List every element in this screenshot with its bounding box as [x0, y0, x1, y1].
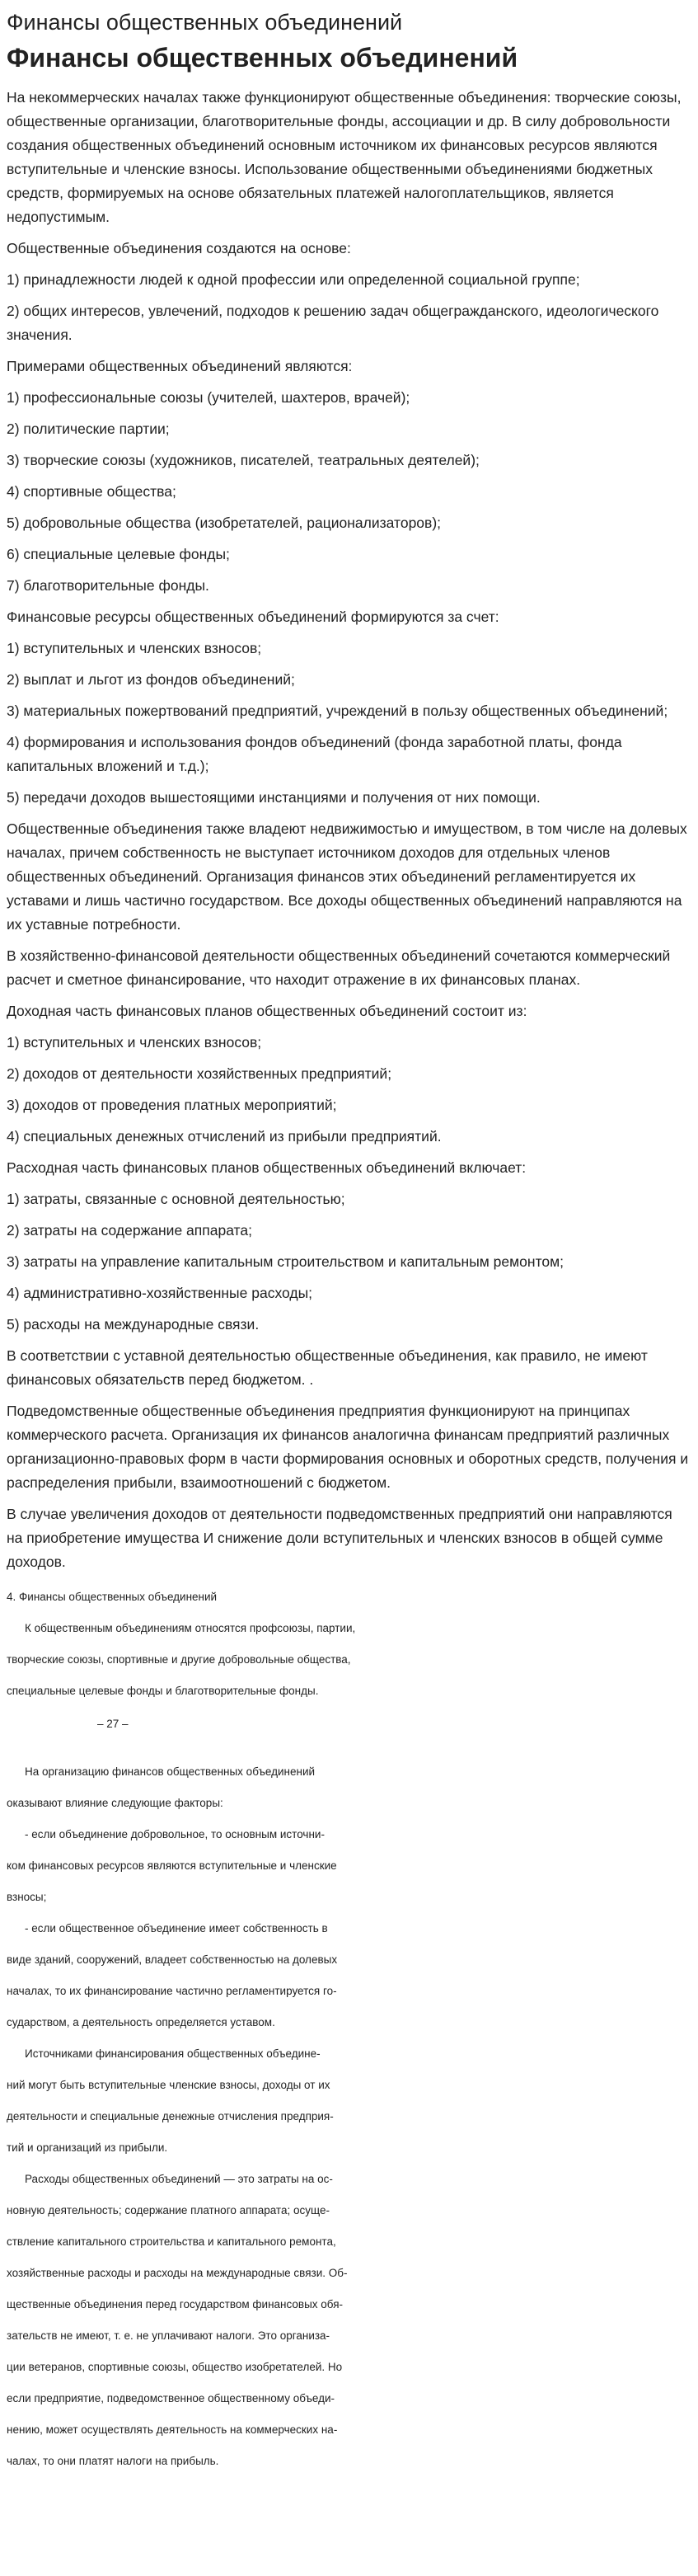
article-paragraph: 5) расходы на международные связи. [7, 1316, 260, 1333]
scan-text-line: если предприятие, подведомственное общественному объеди- [7, 2392, 335, 2404]
scan-text-line: Расходы общественных объединений — это затраты на ос- [25, 2173, 333, 2185]
scan-text-line: - если общественное объединение имеет собственность в [25, 1922, 328, 1934]
scanned-book-text [7, 1582, 691, 2477]
article-paragraph: В случае увеличения доходов от деятельности подведомственных предприятий они направляются на приобретение имущества И снижение доли вступительных и членских взносов в общей сумме доходов. [7, 1506, 672, 1570]
scan-text-line: специальные целевые фонды и благотворительные фонды. [7, 1685, 319, 1697]
article-paragraph: Примерами общественных объединений являются: [7, 358, 353, 374]
article-paragraph: 3) творческие союзы (художников, писателей, театральных деятелей); [7, 452, 480, 468]
article-paragraph: На некоммерческих началах также функционируют общественные объединения: творческие союзы, общественные организации, благотворительные фонды, ассоциации и др. В силу добровольности создания общественных объединений основным источником их финансовых ресурсов являются вступительные и членские взносы. Использование общественными объединениями бюджетных средств, формируемых на основе обязательных платежей налогоплательщиков, является недопустимым. [7, 89, 682, 225]
scan-text-line: Источниками финансирования общественных объедине- [25, 2047, 321, 2060]
scan-text-line: новную деятельность; содержание платного аппарата; осуще- [7, 2204, 330, 2216]
article-paragraph: 1) вступительных и членских взносов; [7, 1034, 262, 1051]
scan-text-line: 4. Финансы общественных объединений [7, 1591, 218, 1603]
article-paragraph: В соответствии с уставной деятельностью общественные объединения, как правило, не имеют финансовых обязательств перед бюджетом. . [7, 1347, 648, 1388]
article-paragraph: 3) затраты на управление капитальным строительством и капитальным ремонтом; [7, 1253, 564, 1270]
article-paragraph: 2) политические партии; [7, 421, 170, 437]
article-paragraph: 5) добровольные общества (изобретателей, рационализаторов); [7, 515, 442, 531]
article-paragraph: 1) вступительных и членских взносов; [7, 640, 262, 656]
article-paragraph: 1) принадлежности людей к одной профессии или определенной социальной группе; [7, 271, 580, 288]
scan-text-line: взносы; [7, 1891, 47, 1903]
article-paragraph: 6) специальные целевые фонды; [7, 546, 230, 562]
article-paragraph: 2) общих интересов, увлечений, подходов к решению задач общегражданского, идеологического значения. [7, 303, 659, 343]
article-heading: Финансы общественных объединений [7, 43, 518, 73]
scan-text-line: щественные объединения перед государством финансовых обя- [7, 2298, 344, 2310]
article-paragraph: 1) затраты, связанные с основной деятельностью; [7, 1191, 345, 1207]
article-paragraph: 1) профессиональные союзы (учителей, шахтеров, врачей); [7, 389, 410, 406]
article-paragraph: 2) доходов от деятельности хозяйственных предприятий; [7, 1065, 392, 1082]
article-paragraph: 4) спортивные общества; [7, 483, 176, 500]
article-paragraph: 7) благотворительные фонды. [7, 577, 209, 594]
article-paragraph: Финансовые ресурсы общественных объединений формируются за счет: [7, 609, 499, 625]
scan-text-line: чалах, то они платят налоги на прибыль. [7, 2455, 219, 2467]
scan-text-line: деятельности и специальные денежные отчисления предприя- [7, 2110, 334, 2122]
scan-text-line: зательств не имеют, т. е. не уплачивают налоги. Это организа- [7, 2329, 330, 2342]
scan-text-line: творческие союзы, спортивные и другие добровольные общества, [7, 1653, 351, 1666]
scan-text-line: нению, может осуществлять деятельность на коммерческих на- [7, 2423, 338, 2436]
page-title: Финансы общественных объединений [7, 10, 403, 35]
scan-text-line: - если объединение добровольное, то основным источни- [25, 1828, 325, 1840]
article-paragraph: Подведомственные общественные объединения предприятия функционируют на принципах коммерческого расчета. Организация их финансов аналогична финансам предприятий различных организационно-правовых форм в части формирования основных и оборотных средств, получения и распределения прибыли, взаимоотношений с бюджетом. [7, 1403, 689, 1491]
article-paragraph: 5) передачи доходов вышестоящими инстанциями и получения от них помощи. [7, 789, 541, 806]
scan-text-line: ний могут быть вступительные членские взносы, доходы от их [7, 2079, 330, 2091]
article-paragraph: 4) административно-хозяйственные расходы; [7, 1285, 313, 1301]
scan-text-line: ствление капитального строительства и капитального ремонта, [7, 2235, 336, 2248]
article-paragraph: 4) специальных денежных отчислений из прибыли предприятий. [7, 1128, 442, 1145]
article-paragraph: 2) выплат и льгот из фондов объединений; [7, 671, 295, 688]
article-paragraph: Общественные объединения также владеют недвижимостью и имуществом, в том числе на долевых началах, причем собственность не выступает источником доходов для отдельных членов общественных объединений. Организация финансов этих объединений регламентируется их уставами и лишь частично государством. Все доходы общественных объединений направляются на их уставные потребности. [7, 820, 687, 933]
article-paragraph: Доходная часть финансовых планов общественных объединений состоит из: [7, 1003, 527, 1019]
scan-text-line: оказывают влияние следующие факторы: [7, 1797, 223, 1809]
page-number: – 27 – [97, 1718, 129, 1730]
article-paragraph: 3) материальных пожертвований предприятий, учреждений в пользу общественных объединений; [7, 703, 668, 719]
scan-text-line: виде зданий, сооружений, владеет собственностью на долевых [7, 1953, 338, 1966]
scan-text-line: ции ветеранов, спортивные союзы, общество изобретателей. Но [7, 2361, 343, 2373]
article-paragraph: В хозяйственно-финансовой деятельности общественных объединений сочетаются коммерческий расчет и сметное финансирование, что находит отражение в их финансовых планах. [7, 947, 671, 988]
article-paragraph: 4) формирования и использования фондов объединений (фонда заработной платы, фонда капитальных вложений и т.д.); [7, 734, 622, 774]
article-paragraph: Общественные объединения создаются на основе: [7, 240, 351, 256]
scan-text-line: началах, то их финансирование частично регламентируется го- [7, 1985, 337, 1997]
scan-text-line: тий и организаций из прибыли. [7, 2141, 168, 2154]
scan-text-line: сударством, а деятельность определяется уставом. [7, 2016, 275, 2028]
article-paragraph: Расходная часть финансовых планов общественных объединений включает: [7, 1159, 527, 1176]
scan-text-line: К общественным объединениям относятся профсоюзы, партии, [25, 1622, 356, 1634]
scan-text-line: ком финансовых ресурсов являются вступительные и членские [7, 1859, 337, 1872]
scan-text-line: хозяйственные расходы и расходы на международные связи. Об- [7, 2267, 348, 2279]
article-paragraph: 3) доходов от проведения платных мероприятий; [7, 1097, 337, 1113]
article-paragraph: 2) затраты на содержание аппарата; [7, 1222, 252, 1239]
scan-text-line: На организацию финансов общественных объединений [25, 1765, 316, 1778]
article-body [7, 86, 691, 1574]
